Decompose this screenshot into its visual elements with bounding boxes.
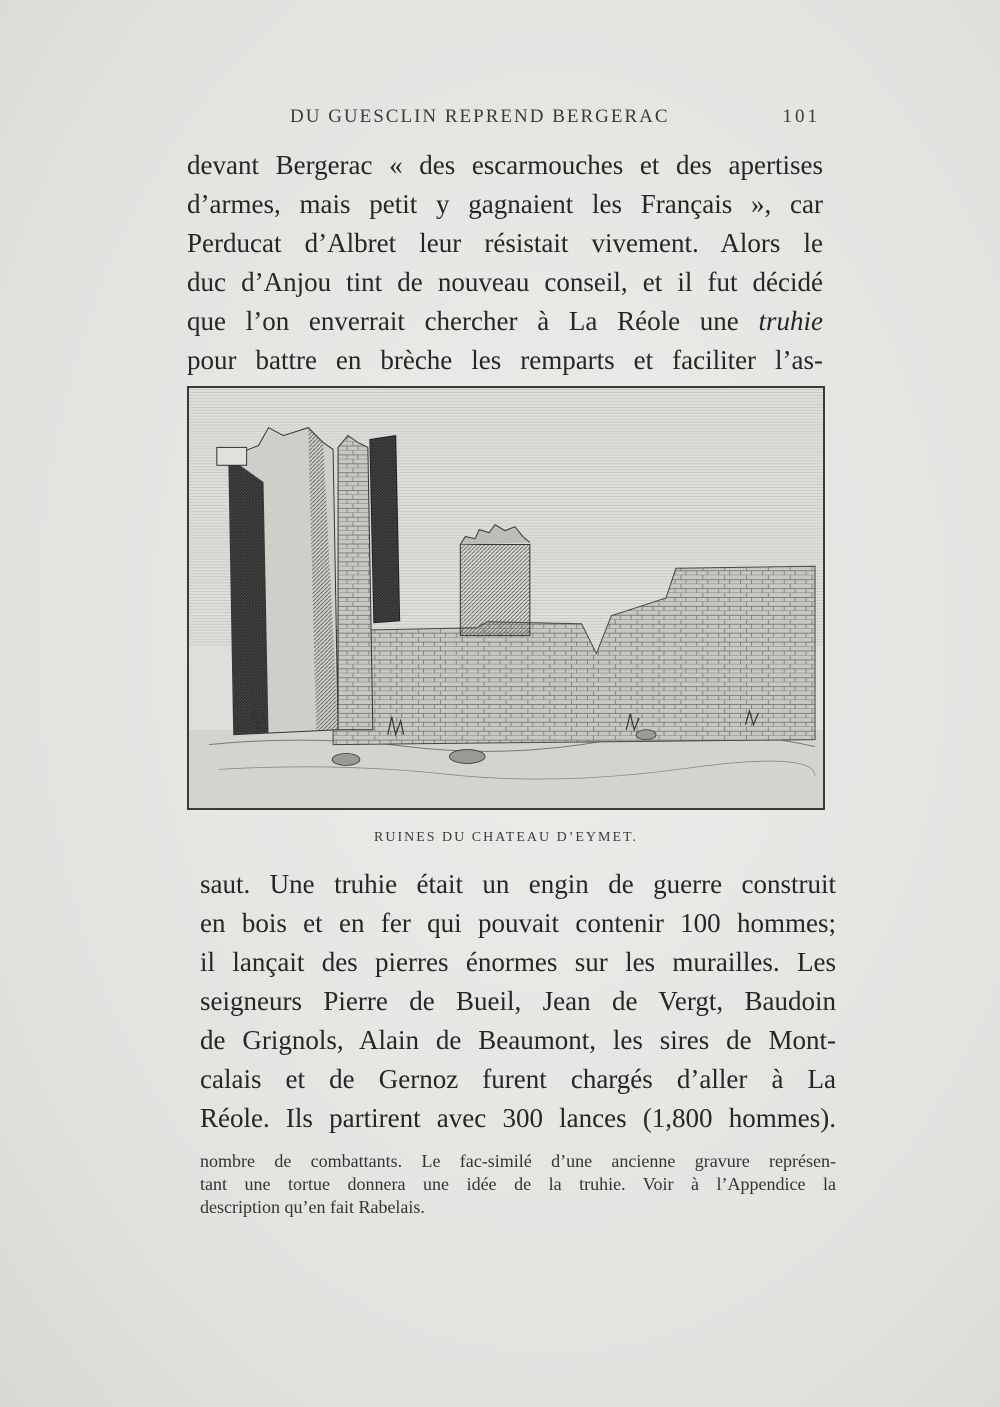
footnote bbox=[200, 1150, 836, 1219]
text-line: Perducat d’Albret leur résistait vivement. Alors le bbox=[187, 228, 823, 258]
text-fragment: que l’on enverrait chercher à La Réole une bbox=[187, 306, 739, 336]
text-line: saut. Une truhie était un engin de guerre construit bbox=[200, 869, 836, 899]
footnote-line: nombre de combattants. Le fac-similé d’une ancienne gravure représen- bbox=[200, 1151, 836, 1171]
text-line: duc d’Anjou tint de nouveau conseil, et il fut décidé bbox=[187, 267, 823, 297]
footnote-line: tant une tortue donnera une idée de la truhie. Voir à l’Appendice la bbox=[200, 1174, 836, 1194]
paragraph-top bbox=[187, 146, 823, 380]
castle-ruins-engraving bbox=[189, 388, 823, 808]
text-line: en bois et en fer qui pouvait contenir 100 hommes; bbox=[200, 908, 836, 938]
page-number: 101 bbox=[782, 106, 820, 127]
running-head-title: DU GUESCLIN REPREND BERGERAC bbox=[290, 106, 670, 127]
text-line: devant Bergerac « des escarmouches et des apertises bbox=[187, 150, 823, 180]
text-line: d’armes, mais petit y gagnaient les Français », car bbox=[187, 189, 823, 219]
text-line: Réole. Ils partirent avec 300 lances (1,800 hommes). bbox=[200, 1103, 836, 1133]
text-line bbox=[187, 302, 823, 341]
text-line: seigneurs Pierre de Bueil, Jean de Vergt, Baudoin bbox=[200, 986, 836, 1016]
engraving-illustration bbox=[187, 386, 825, 810]
text-line: pour battre en brèche les remparts et faciliter l’as- bbox=[187, 345, 823, 375]
text-line: de Grignols, Alain de Beaumont, les sires de Mont- bbox=[200, 1025, 836, 1055]
italic-term: truhie bbox=[758, 306, 823, 336]
text-line: il lançait des pierres énormes sur les murailles. Les bbox=[200, 947, 836, 977]
text-line: calais et de Gernoz furent chargés d’aller à La bbox=[200, 1064, 836, 1094]
figure-caption: RUINES DU CHATEAU D’EYMET. bbox=[374, 830, 639, 845]
footnote-line: description qu’en fait Rabelais. bbox=[200, 1197, 425, 1217]
paragraph-bottom bbox=[200, 865, 836, 1138]
